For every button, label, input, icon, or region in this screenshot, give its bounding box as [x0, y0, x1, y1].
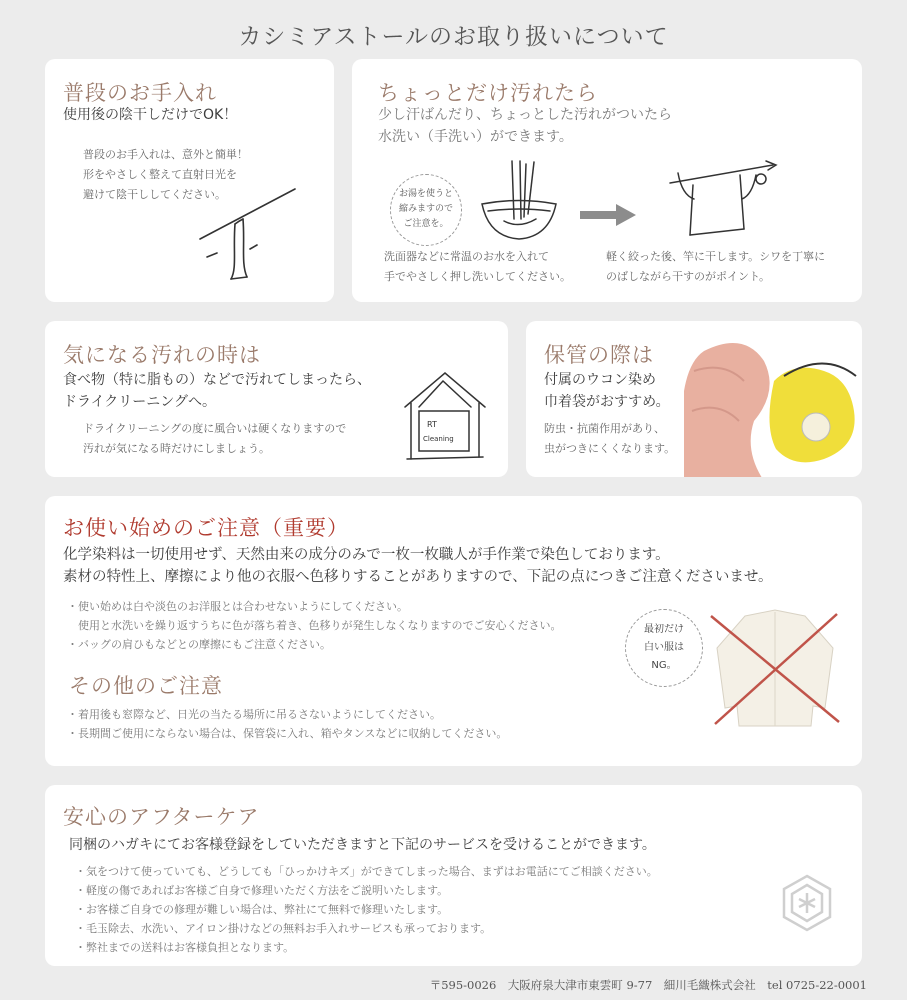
daily-care-card: [45, 59, 334, 302]
badge-line: 白い服は: [644, 642, 684, 653]
basin-caption: [384, 247, 571, 287]
other-caution-item: ・ 着用後も窓際など、日光の当たる場所に吊るさないようにしてください。: [67, 705, 507, 724]
arrow-icon: [578, 201, 638, 229]
other-caution-item: ・ 長期間ご使用にならない場合は、保管袋に入れ、箱やタンスなどに収納してください。: [67, 724, 507, 743]
storage-heading: 保管の際は: [544, 343, 654, 367]
aftercare-item: ・ お客様ご自身での修理が難しい場合は、弊社にて無料で修理いたします。: [75, 900, 658, 919]
caption-line: 軽く絞った後、竿に干します。シワを丁寧に: [606, 250, 826, 263]
hanging-stole-illustration: [195, 179, 305, 289]
storage-text: [544, 419, 675, 459]
light-dirt-lead-line: 水洗い（手洗い）ができます。: [378, 129, 573, 145]
hot-water-warning-badge: [390, 174, 462, 246]
aftercare-item: ・ 軽度の傷であればお客様ご自身で修理いただく方法をご説明いたします。: [75, 881, 658, 900]
caution-item: ・ バッグの肩ひもなどとの摩擦にもご注意ください。: [67, 635, 562, 654]
aftercare-heading: 安心のアフターケア: [63, 805, 260, 829]
white-shirt-crossed-photo: [705, 608, 845, 728]
caption-line: 洗面器などに常温のお水を入れて: [384, 250, 549, 263]
stole-and-pouch-photo: [684, 331, 862, 477]
cleaning-shop-illustration: [397, 369, 492, 464]
caution-list: [67, 597, 562, 654]
washing-basin-illustration: [474, 159, 564, 249]
stain-lead: [63, 369, 371, 413]
other-caution-list: [67, 705, 507, 743]
family-crest-logo: [777, 873, 837, 933]
daily-text-line: 普段のお手入れは、意外と簡単！: [83, 148, 248, 161]
white-clothes-ng-badge: [625, 609, 703, 687]
light-dirt-card: [352, 59, 862, 302]
stain-lead-line: ドライクリーニングへ。: [63, 394, 217, 410]
warning-line: お湯を使うと: [398, 189, 453, 199]
shop-sign-text: Cleaning: [423, 435, 454, 443]
aftercare-item: ・ 弊社までの送料はお客様負担となります。: [75, 938, 658, 957]
aftercare-item: ・ 気をつけて使っていても、どうしても「ひっかけキズ」ができてしまった場合、まずはお電話にてご相談ください。: [75, 862, 658, 881]
stain-heading: 気になる汚れの時は: [63, 343, 261, 367]
storage-lead-line: 付属のウコン染め: [544, 372, 656, 388]
drying-caption: [606, 247, 825, 287]
stain-lead-line: 食べ物（特に脂もの）などで汚れてしまったら、: [63, 372, 371, 388]
storage-text-line: 虫がつきにくくなります。: [544, 442, 676, 455]
storage-card: [526, 321, 862, 477]
aftercare-lead: 同梱のハガキにてお客様登録をしていただきますと下記のサービスを受けることができます。: [69, 837, 656, 853]
caution-lead-line: 素材の特性上、摩擦により他の衣服へ色移りすることがありますので、下記の点につきご注意くださいませ。: [63, 569, 773, 585]
storage-lead: [544, 369, 670, 413]
daily-text-line: 形をやさしく整えて直射日光を: [83, 168, 237, 181]
caption-line: のばしながら干すのがポイント。: [606, 270, 771, 283]
warning-line: 縮みますので: [398, 204, 453, 214]
daily-text-line: 避けて陰干ししてください。: [83, 188, 226, 201]
aftercare-card: [45, 785, 862, 966]
drying-pole-illustration: [668, 155, 778, 245]
caption-line: 手でやさしく押し洗いしてください。: [384, 270, 571, 283]
caution-heading: お使い始めのご注意（重要）: [63, 516, 349, 540]
caution-card: [45, 496, 862, 766]
stain-text-line: 汚れが気になる時だけにしましょう。: [83, 442, 270, 455]
stain-text-line: ドライクリーニングの度に風合いは硬くなりますので: [83, 422, 347, 435]
stain-card: [45, 321, 508, 477]
aftercare-list: [75, 862, 658, 957]
stain-text: [83, 419, 346, 459]
light-dirt-heading: ちょっとだけ汚れたら: [378, 81, 598, 105]
badge-line: 最初だけ: [644, 624, 684, 635]
daily-care-lead: 使用後の陰干しだけでOK！: [63, 107, 238, 123]
caution-lead: [63, 544, 772, 588]
light-dirt-lead: [378, 104, 672, 148]
caution-item: ・ 使い始めは白や淡色のお洋服とは合わせないようにしてください。: [67, 597, 562, 616]
warning-line: ご注意を。: [403, 219, 449, 229]
shop-sign-text: RT: [427, 420, 437, 429]
badge-line: NG。: [651, 660, 677, 671]
caution-item: 使用と水洗いを繰り返すうちに色が落ち着き、色移りが発生しなくなりますのでご安心ください。: [78, 619, 562, 632]
footer-address: 〒595-0026 大阪府泉大津市東雲町 9-77 細川毛織株式会社 tel 0725-22-0001: [429, 978, 867, 992]
storage-text-line: 防虫・抗菌作用があり、: [544, 422, 665, 435]
page-title: カシミアストールのお取り扱いについて: [238, 24, 669, 50]
storage-lead-line: 巾着袋がおすすめ。: [544, 394, 670, 410]
other-caution-heading: その他のご注意: [69, 674, 223, 698]
light-dirt-lead-line: 少し汗ばんだり、ちょっとした汚れがついたら: [378, 107, 672, 123]
aftercare-item: ・ 毛玉除去、水洗い、アイロン掛けなどの無料お手入れサービスも承っております。: [75, 919, 658, 938]
daily-care-heading: 普段のお手入れ: [63, 81, 217, 105]
caution-lead-line: 化学染料は一切使用せず、天然由来の成分のみで一枚一枚職人が手作業で染色しております。: [63, 547, 670, 563]
